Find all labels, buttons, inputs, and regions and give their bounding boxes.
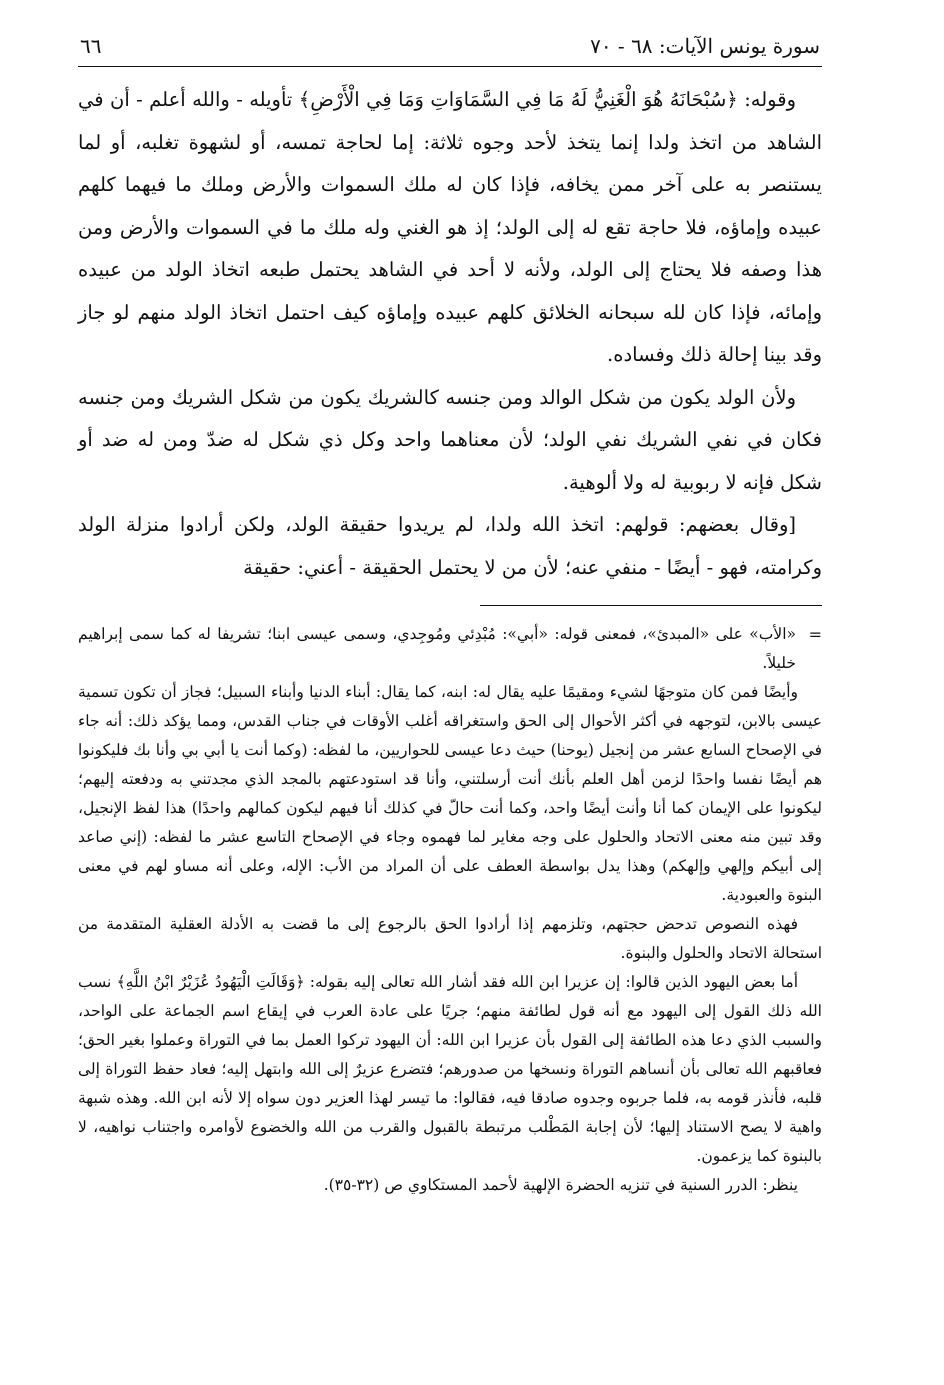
running-title: سورة يونس الآيات: ٦٨ - ٧٠ <box>590 34 820 58</box>
footnotes <box>78 620 822 1200</box>
main-text <box>78 79 822 589</box>
footnote-paragraph: فهذه النصوص تدحض حجتهم، وتلزمهم إذا أرادوا الحق بالرجوع إلى ما قضت به الأدلة العقلية المتقدمة من استحالة الاتحاد والحلول والبنوة. <box>78 915 822 962</box>
footnote-continuation-mark: = <box>808 625 822 644</box>
page-number: ٦٦ <box>80 34 102 58</box>
footnote-paragraph: وأيضًا فمن كان متوجهًا لشيء ومقيمًا عليه يقال له: ابنه، كما يقال: أبناء الدنيا وأبناء السبيل؛ فجاز أن تكون تسمية عيسى بالابن، لتوجهه في أكثر الأحوال إلى الحق واستغراقه أغلب الأوقات في جناب القدس، ومما يؤكد ذلك: أنه جاء في الإصحاح السابع عشر من إنجيل (يوحنا) حيث دعا عيسى للحواريين، ما لفظه: (وكما أنت يا أبي بي وأنا بك فليكونوا هم أيضًا نفسا واحدًا لزمن أهل العلم بأنك أنت أرسلتني، وأنا قد استودعتهم بالمجد الذي مجدتني به ودفعته إليهم؛ ليكونوا على الإيمان كما أنا وأنت أيضًا واحد، وكما أنت حالّ في كذلك أنا فيهم ليكون كمالهم واحدًا) هذا لفظ الإنجيل، وقد تبين منه معنى الاتحاد والحلول على وجه مغاير لما فهموه وجاء في الإصحاح التاسع عشر ما لفظه: (إني صاعد إلى أبيكم وإلهي وإلهكم) وهذا يدل بواسطة العطف على أن المراد من الأب: الإله، وعلى أنه مساو لهم في معنى البنوة والعبودية. <box>78 683 822 904</box>
main-paragraph: وقوله: ﴿سُبْحَانَهُ هُوَ الْغَنِيُّ لَهُ مَا فِي السَّمَاوَاتِ وَمَا فِي الْأَرْضِ﴾ تأويله - والله أعلم - أن في الشاهد من اتخذ ولدا إنما يتخذ لأحد وجوه ثلاثة: إما لحاجة تمسه، أو لشهوة تغلبه، أو لما يستنصر به على آخر ممن يخافه، فإذا كان له ملك السموات والأرض وملك ما فيهما كلهم عبيده وإماؤه، فلا حاجة تقع له إلى الولد؛ إذ هو الغني وله ملك ما في السموات والأرض ومن هذا وصفه فلا يحتاج إلى الولد، ولأنه لا أحد في الشاهد يحتمل طبعه اتخاذ الولد من عبيده وإمائه، فإذا كان لله سبحانه الخلائق كلهم عبيده وإماؤه كيف احتمل اتخاذ الولد منهم لو جاز وقد بينا إحالة ذلك وفساده. <box>78 88 822 366</box>
main-paragraph: ولأن الولد يكون من شكل الوالد ومن جنسه كالشريك يكون من شكل الشريك ومن جنسه فكان في نفي الشريك نفي الولد؛ لأن معناهما واحد وكل ذي شكل له ضدّ ومن له ضد أو شكل فإنه لا ربوبية له ولا ألوهية. <box>78 385 822 494</box>
book-page <box>78 34 822 1200</box>
footnote-paragraph: أما بعض اليهود الذين قالوا: إن عزيرا ابن الله فقد أشار الله تعالى إليه بقوله: ﴿وَقَالَتِ الْيَهُودُ عُزَيْرٌ ابْنُ اللَّهِ﴾ نسب الله ذلك القول إلى اليهود مع أنه قول لطائفة منهم؛ جريًا على عادة العرب في إيقاع اسم الجماعة على الواحد، والسبب الذي دعا هذه الطائفة إلى القول بأن عزيرا ابن الله: أن اليهود تركوا العمل بما في التوراة وعملوا بغير الحق؛ فعاقبهم الله تعالى بأن أنساهم التوراة ونسخها من صدورهم؛ فتضرع عزيرٌ إلى الله وابتهل إليه؛ فعاد حفظ التوراة إلى قلبه، فأنذر قومه به، فلما جربوه وجدوه صادقا فيه، فقالوا: ما تيسر لهذا العزير دون سواه إلا لأنه ابن الله. وهذه شبهة واهية لا يصح الاستناد إليها؛ لأن إجابة المَطْلب مرتبطة بالقبول والقرب من الله والخضوع لأوامره واجتناب نواهيه، لا بالبنوة كما يزعمون. <box>78 973 822 1165</box>
footnote-paragraph: «الأب» على «المبدئ»، فمعنى قوله: «أبي»: مُبْدِئي ومُوجِدي، وسمى عيسى ابنا؛ تشريفا له كما سمى إبراهيم خليلاً. <box>78 625 796 672</box>
footnote-reference: ينظر: الدرر السنية في تنزيه الحضرة الإلهية لأحمد المستكاوي ص (٣٢-٣٥). <box>323 1176 798 1194</box>
page-header <box>78 34 822 67</box>
main-paragraph: [وقال بعضهم: قولهم: اتخذ الله ولدا، لم يريدوا حقيقة الولد، ولكن أرادوا منزلة الولد وكرامته، فهو - أيضًا - منفي عنه؛ لأن من لا يحتمل الحقيقة - أعني: حقيقة <box>78 513 822 579</box>
footnote-separator <box>480 605 822 606</box>
